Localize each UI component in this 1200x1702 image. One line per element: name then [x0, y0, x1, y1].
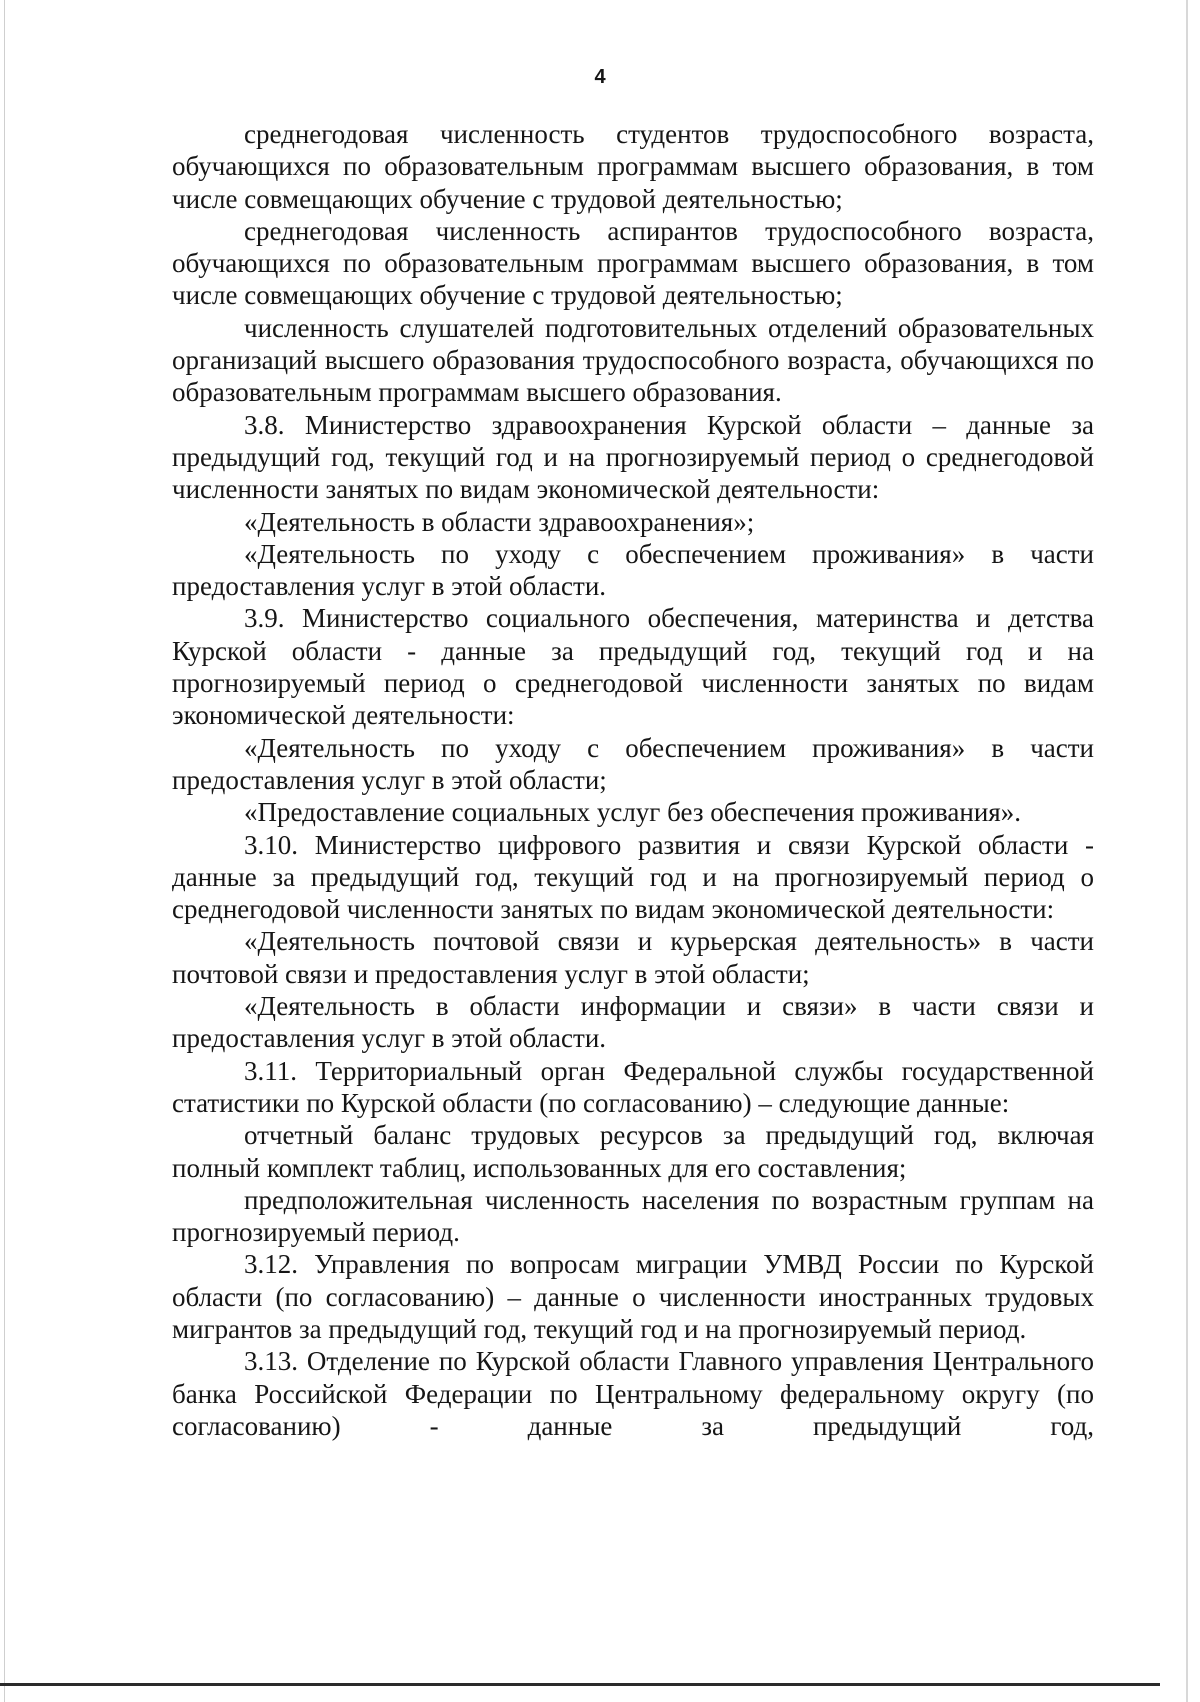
paragraph-labour-balance: отчетный баланс трудовых ресурсов за предыдущий год, включая полный комплект таблиц, использованных для его составления; [172, 1120, 1094, 1183]
paragraph-care-activity: «Деятельность по уходу с обеспечением проживания» в части предоставления услуг в этой области. [172, 538, 1094, 602]
paragraph-3-8-health-ministry: 3.8. Министерство здравоохранения Курской области – данные за предыдущий год, текущий год и на прогнозируемый период о среднегодовой численности занятых по видам экономической деятельности: [172, 409, 1094, 505]
paragraph-preparatory-listeners: численность слушателей подготовительных отделений образовательных организаций высшего образования трудоспособного возраста, обучающихся по образовательным программам высшего образования. [172, 312, 1094, 408]
paragraph-students: среднегодовая численность студентов трудоспособного возраста, обучающихся по образовательным программам высшего образования, в том числе совмещающих обучение с трудовой деятельностью; [172, 119, 1094, 214]
paragraph-3-11-statistics-body: 3.11. Территориальный орган Федеральной службы государственной статистики по Курской области (по согласованию) – следующие данные: [172, 1055, 1094, 1118]
page-number: 4 [594, 66, 606, 88]
paragraph-3-10-digital-ministry: 3.10. Министерство цифрового развития и связи Курской области - данные за предыдущий год, текущий год и на прогнозируемый период о среднегодовой численности занятых по видам экономической деятельности: [172, 829, 1094, 925]
paragraph-health-activity: «Деятельность в области здравоохранения»; [244, 506, 755, 537]
paragraph-postgraduates: среднегодовая численность аспирантов трудоспособного возраста, обучающихся по образовательным программам высшего образования, в том числе совмещающих обучение с трудовой деятельностью; [172, 215, 1094, 311]
paragraph-population-forecast: предположительная численность населения по возрастным группам на прогнозируемый период. [172, 1184, 1094, 1248]
document-body [172, 118, 1094, 1442]
paragraph-3-12-migration: 3.12. Управления по вопросам миграции УМВД России по Курской области (по согласованию) – данные о численности иностранных трудовых мигрантов за предыдущий год, текущий год и на прогнозируемый период. [172, 1249, 1094, 1344]
scan-bottom-edge [0, 1683, 1160, 1686]
paragraph-care-activity-social: «Деятельность по уходу с обеспечением проживания» в части предоставления услуг в этой области; [172, 732, 1094, 795]
paragraph-3-9-social-ministry: 3.9. Министерство социального обеспечения, материнства и детства Курской области - данные за предыдущий год, текущий год и на прогнозируемый период о среднегодовой численности занятых по видам экономической деятельности: [172, 603, 1094, 731]
scan-right-edge [1186, 0, 1188, 1702]
scan-left-edge [4, 0, 5, 1702]
paragraph-social-services: «Предоставление социальных услуг без обеспечения проживания». [244, 797, 1021, 828]
paragraph-3-13-central-bank: 3.13. Отделение по Курской области Главного управления Центрального банка Российской Федерации по Центральному федеральному округу (по согласованию) - данные за предыдущий год, [172, 1346, 1094, 1441]
paragraph-information-activity: «Деятельность в области информации и связи» в части связи и предоставления услуг в этой области. [172, 991, 1094, 1054]
paragraph-postal-activity: «Деятельность почтовой связи и курьерская деятельность» в части почтовой связи и предоставления услуг в этой области; [172, 926, 1094, 989]
